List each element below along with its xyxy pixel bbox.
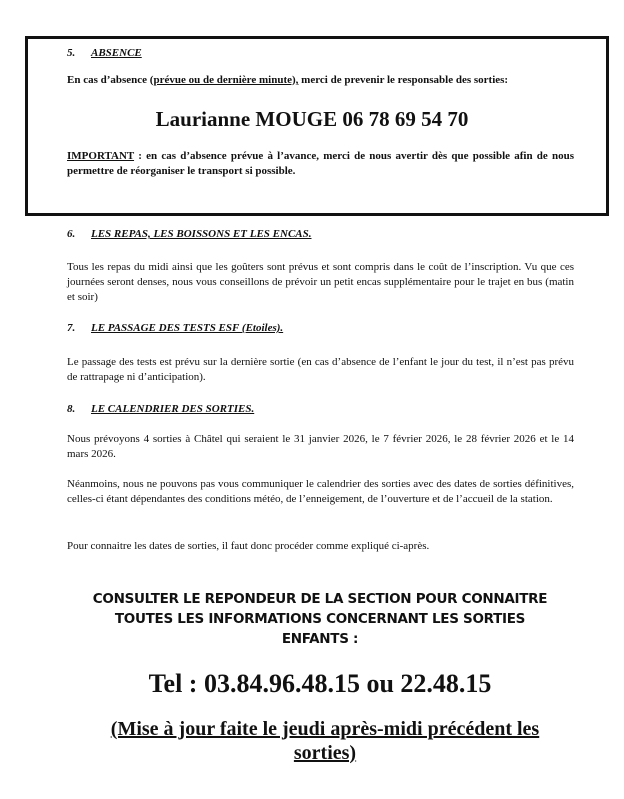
section-7-heading xyxy=(67,322,283,334)
section-title: LE CALENDRIER DES SORTIES. xyxy=(91,403,255,415)
phone-numbers: Tel : 03.84.96.48.15 ou 22.48.15 xyxy=(148,669,492,698)
section-number: 8. xyxy=(67,403,76,415)
contact-person: Laurianne MOUGE 06 78 69 54 70 xyxy=(155,107,469,131)
consult-answering-machine xyxy=(60,589,580,649)
section-8-paragraph-3: Pour connaitre les dates de sorties, il faut donc procéder comme expliqué ci-après. xyxy=(67,540,430,552)
section-7-paragraph: Le passage des tests est prévu sur la dernière sortie (en cas d’absence de l’enfant le jour du test, il n’est pas prévu de rattrapage ni d’anticipation). xyxy=(67,356,574,383)
section-8-heading xyxy=(67,403,254,415)
consult-line-2: TOUTES LES INFORMATIONS CONCERNANT LES SORTIES xyxy=(114,611,526,627)
section-8-paragraph-2: Néanmoins, nous ne pouvons pas vous communiquer le calendrier des sorties avec des dates de sorties définitives, celles-ci étant dépendantes des conditions météo, de l’enneigement, de l’ouverture et de l’accueil de la station. xyxy=(67,478,574,505)
important-text: : en cas d’absence prévue à l’avance, merci de nous avertir dès que possible afin de nous permettre de réorganiser le transport si possible. xyxy=(67,150,574,177)
section-title: ABSENCE xyxy=(91,47,142,59)
consult-line-3: ENFANTS : xyxy=(281,631,359,647)
section-5-heading xyxy=(67,47,142,59)
section-6-paragraph: Tous les repas du midi ainsi que les goûters sont prévus et sont compris dans le coût de l’inscription. Vu que ces journées seront denses, nous vous conseillons de prévoir un petit encas supplémentaire pour le trajet en bus (matin et soir) xyxy=(67,261,574,303)
section-number: 5. xyxy=(67,47,76,59)
section-number: 7. xyxy=(67,322,76,334)
absence-intro xyxy=(67,73,587,88)
important-notice xyxy=(67,149,574,179)
update-note: (Mise à jour faite le jeudi après-midi précédent les sorties) xyxy=(110,718,540,764)
section-6-heading xyxy=(67,228,311,240)
section-8-paragraph-1: Nous prévoyons 4 sorties à Châtel qui seraient le 31 janvier 2026, le 7 février 2026, le 28 février 2026 et le 14 mars 2026. xyxy=(67,433,574,460)
intro-underlined: prévue ou de dernière minute), xyxy=(153,74,299,86)
section-number: 6. xyxy=(67,228,76,240)
section-title: LES REPAS, LES BOISSONS ET LES ENCAS. xyxy=(91,228,312,240)
intro-prefix: En cas d’absence ( xyxy=(67,74,154,86)
section-title: LE PASSAGE DES TESTS ESF (Etoiles). xyxy=(91,322,284,334)
consult-line-1: CONSULTER LE REPONDEUR DE LA SECTION POUR CONNAITRE xyxy=(92,591,548,607)
important-label: IMPORTANT xyxy=(67,150,135,162)
intro-suffix: merci de prevenir le responsable des sorties: xyxy=(298,74,509,86)
